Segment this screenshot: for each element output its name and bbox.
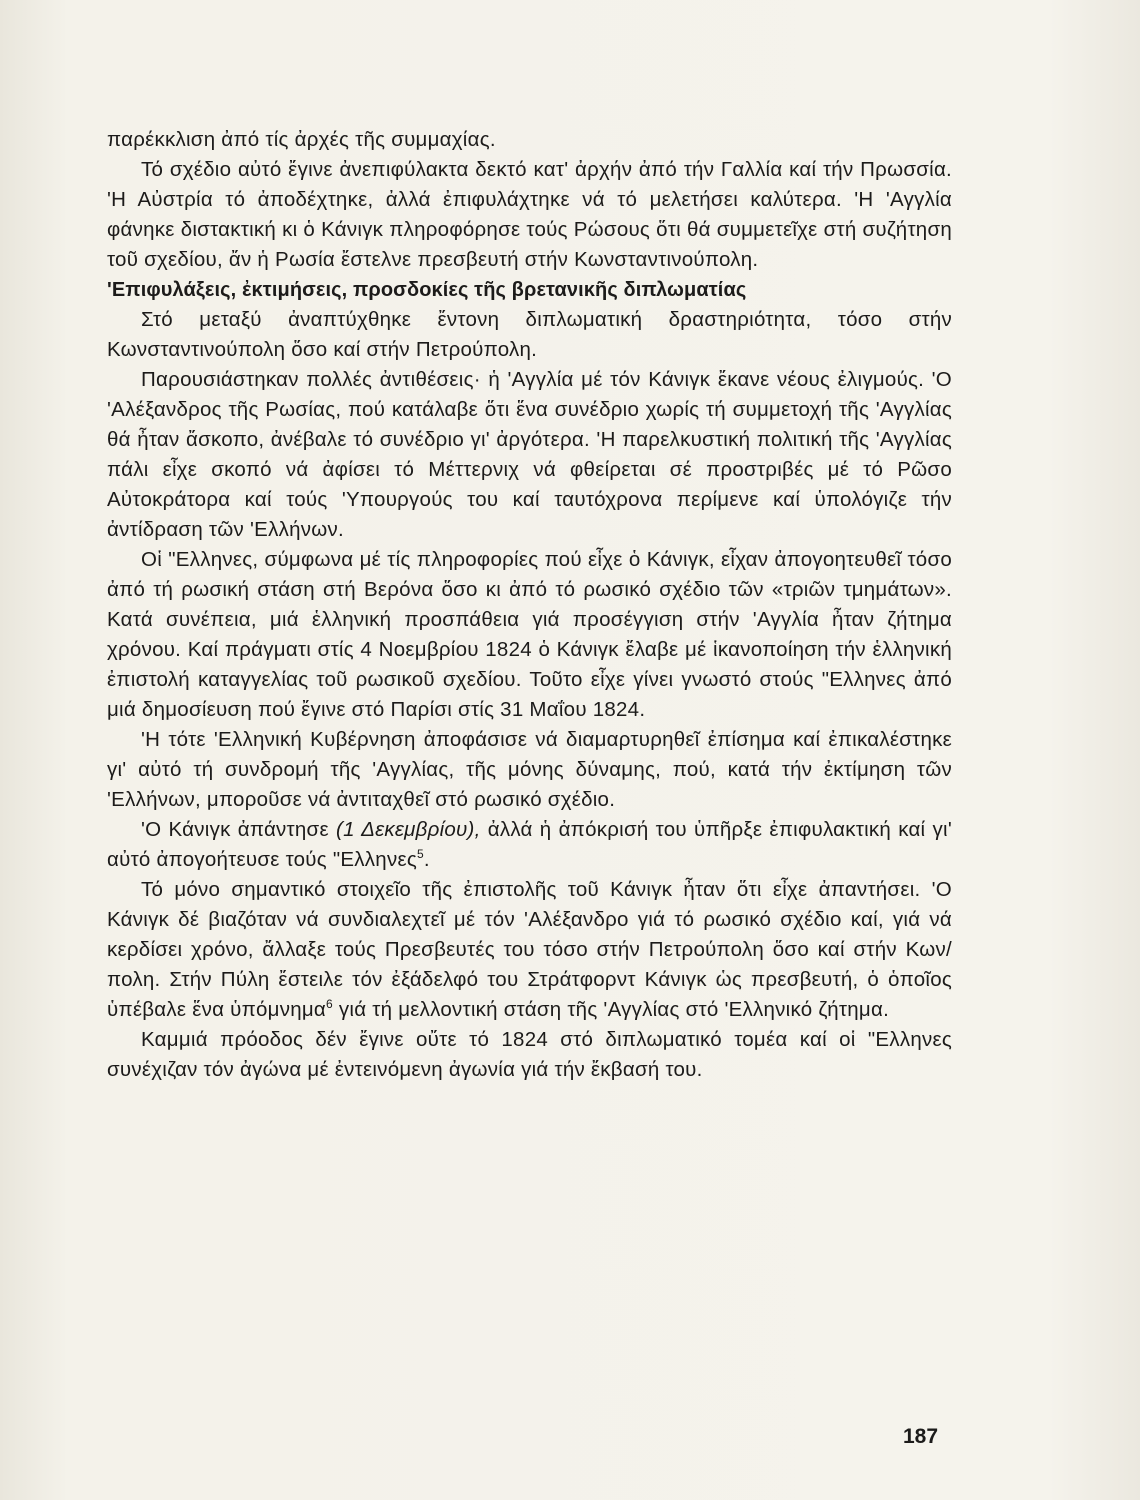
text-run: γιά τή μελλοντική στάση τῆς 'Αγγλίας στό 'Ελληνικό ζήτημα. bbox=[332, 998, 890, 1021]
section-subheading: 'Επιφυλάξεις, ἐκτιμήσεις, προσδοκίες τῆς βρετανικῆς διπλωματίας bbox=[107, 279, 747, 301]
paragraph bbox=[107, 815, 952, 875]
body-text bbox=[107, 125, 952, 1085]
paragraph: Οἱ "Ελληνες, σύμφωνα μέ τίς πληροφορίες πού εἶχε ὁ Κάνιγκ, εἶχαν ἀπογοητευθεῖ τόσο ἀπό τή ρωσική στάση στή Βερόνα ὅσο κι ἀπό τό ρωσικό σχέδιο τῶν «τριῶν τμημάτων». Κατά συνέπεια, μιά ἑλληνική προσπάθεια γιά προσέγγιση στήν 'Αγγλία ἦταν ζήτημα χρόνου. Καί πράγματι στίς 4 Νοεμβρίου 1824 ὁ Κάνιγκ ἔλαβε μέ ἱκανοποίηση τήν ἑλληνική ἐπιστολή καταγγελίας τοῦ ρωσικοῦ σχεδίου. Τοῦτο εἶχε γίνει γνωστό στούς "Ελληνες ἀπό μιά δημοσίευση πού ἔγινε στό Παρίσι στίς 31 Μαΐου 1824. bbox=[107, 548, 952, 721]
page-number: 187 bbox=[903, 1425, 939, 1448]
paragraph: Παρουσιάστηκαν πολλές ἀντιθέσεις· ἡ 'Αγγλία μέ τόν Κάνιγκ ἔκανε νέους ἐλιγμούς. 'Ο 'Αλέξανδρος τῆς Ρωσίας, πού κατάλαβε ὅτι ἕνα συνέδριο χωρίς τή συμμετοχή τῆς 'Αγγλίας θά ἦταν ἄσκοπο, ἀνέβαλε τό συνέδριο γι' ἀργότερα. 'Η παρελκυστική πολιτική τῆς 'Αγγλίας πάλι εἶχε σκοπό νά ἀφίσει τό Μέττερνιχ νά φθείρεται σέ προστριβές μέ τό Ρῶσο Αὐτοκράτορα καί τούς 'Υπουργούς του καί ταυτόχρονα περίμενε καί ὑπολόγιζε τήν ἀντίδραση τῶν 'Ελλήνων. bbox=[107, 368, 952, 541]
text-run: ἀλλά ἡ ἀπόκρισή του ὑπῆρξε ἐπιφυλακτική καί γι' αὐτό ἀπογοήτευσε τούς "Ελληνες bbox=[107, 818, 952, 871]
paragraph: Τό σχέδιο αὐτό ἔγινε ἀνεπιφύλακτα δεκτό κατ' ἀρχήν ἀπό τήν Γαλλία καί τήν Πρωσσία. 'Η Αὐστρία τό ἀποδέχτηκε, ἀλλά ἐπιφυλάχτηκε νά τό μελετήσει καλύτερα. 'Η 'Αγγλία φάνηκε διστακτική κι ὁ Κάνιγκ πληροφόρησε τούς Ρώσους ὅτι θά συμμετεῖχε στή συζήτηση τοῦ σχεδίου, ἄν ἡ Ρωσία ἔστελνε πρεσβευτή στήν Κωνσταντινούπολη. bbox=[107, 158, 952, 271]
paragraph-continued: παρέκκλιση ἀπό τίς ἀρχές τῆς συμμαχίας. bbox=[107, 128, 496, 151]
paragraph: Στό μεταξύ ἀναπτύχθηκε ἔντονη διπλωματική δραστηριότητα, τόσο στήν Κωνσταντινούπολη ὅσο καί στήν Πετρούπολη. bbox=[107, 308, 952, 361]
italic-date: (1 Δεκεμβρίου), bbox=[336, 818, 481, 841]
paragraph bbox=[107, 875, 952, 1025]
footnote-marker: 5 bbox=[416, 847, 424, 862]
paragraph: 'Η τότε 'Ελληνική Κυβέρνηση ἀποφάσισε νά διαμαρτυρηθεῖ ἐπίσημα καί ἐπικαλέστηκε γι' αὐτό τή συνδρομή τῆς 'Αγγλίας, τῆς μόνης δύναμης, πού, κατά τήν ἐκτίμηση τῶν 'Ελλήνων, μποροῦσε νά ἀντιταχθεῖ στό ρωσικό σχέδιο. bbox=[107, 728, 952, 811]
text-run: 'Ο Κάνιγκ ἀπάντησε bbox=[141, 818, 336, 841]
text-run: Τό μόνο σημαντικό στοιχεῖο τῆς ἐπιστολῆς τοῦ Κάνιγκ ἦταν ὅτι εἶχε ἀπαντήσει. 'Ο Κάνιγκ δέ βιαζόταν νά συνδιαλεχτεῖ μέ τόν 'Αλέξανδρο γιά τό ρωσικό σχέδιο καί, γιά νά κερδίσει χρόνο, ἄλλαξε τούς Πρεσβευτές του τόσο στήν Πετρούπολη ὅσο καί στήν Κων/πολη. Στήν Πύλη ἔστειλε τόν ἐξάδελφό του Στράτφορντ Κάνιγκ ὡς πρεσβευτή, ὁ ὁποῖος ὑπέβαλε ἕνα ὑπόμνημα bbox=[107, 878, 952, 1021]
footnote-marker: 6 bbox=[326, 997, 333, 1012]
text-run: . bbox=[423, 848, 430, 871]
paragraph: Καμμιά πρόοδος δέν ἔγινε οὔτε τό 1824 στό διπλωματικό τομέα καί οἱ "Ελληνες συνέχιζαν τόν ἀγώνα μέ ἐντεινόμενη ἀγωνία γιά τήν ἔκβασή του. bbox=[107, 1028, 952, 1081]
